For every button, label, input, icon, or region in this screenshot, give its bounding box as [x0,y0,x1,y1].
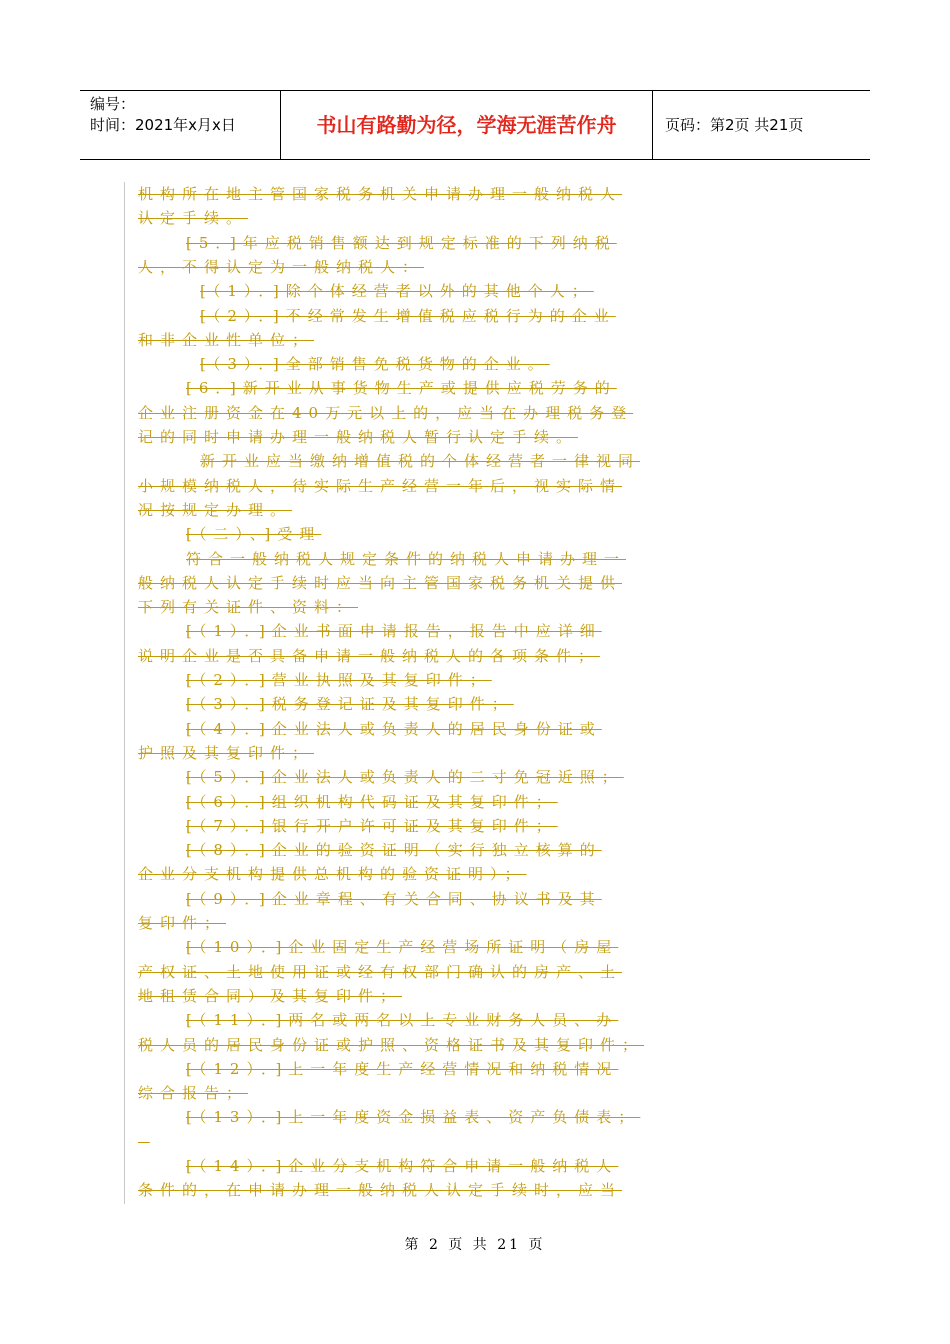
body-line: [（3）．]全部销售免税货物的企业。 [200,355,550,374]
body-line: [（10）．]企业固定生产经营场所证明（房屋 [186,938,619,957]
document-time-label: 时间：2021年x月x日 [90,116,236,134]
body-line: 综合报告； [138,1084,249,1103]
body-line: 般纳税人认定手续时应当向主管国家税务机关提供 [138,573,623,592]
body-line: 下列有关证件、资料： [138,598,359,617]
body-line: [（11）．]两名或两名以上专业财务人员、办 [186,1011,619,1030]
body-line: 复印件； [138,914,227,932]
header-page-info: 页码：第2页 共21页 [665,116,804,134]
body-line: 企业分支机构提供总机构的验资证明）； [138,865,527,884]
body-line: [（4）．]企业法人或负责人的居民身份证或 [186,719,602,738]
body-line: 况按规定办理。 [138,500,293,519]
body-line: 人，不得认定为一般纳税人： [138,257,425,276]
body-line: [（1）．]企业书面申请报告，报告中应详细 [186,622,602,641]
body-line: [（7）．]银行开户许可证及其复印件； [186,816,558,835]
body-line: [（3）．]税务登记证及其复印件； [186,695,514,714]
body-line: 机构所在地主管国家税务机关申请办理一般纳税人 [138,185,623,203]
body-line: [（2）．]不经常发生增值税应税行为的企业 [200,306,616,325]
body-line: 认定手续。 [138,209,249,228]
body-line: 地租赁合同）及其复印件； [138,986,403,1005]
body-line: 小规模纳税人，待实际生产经营一年后，视实际情 [138,476,623,495]
body-line: 和非企业性单位； [138,330,315,349]
body-line: [（8）．]企业的验资证明（实行独立核算的 [186,841,602,860]
body-line: [（12）．]上一年度生产经营情况和纳税情况 [186,1059,619,1078]
document-header [80,90,870,160]
page-footer: 第 2 页 共 21 页 [404,1237,546,1253]
header-motto: 书山有路勤为径，学海无涯苦作舟 [281,91,653,159]
header-meta-cell [80,91,281,159]
body-line: 记的同时申请办理一般纳税人暂行认定手续。 [138,428,579,446]
body-line: [（14）．]企业分支机构符合申请一般纳税人 [186,1157,619,1175]
body-line: 符合一般纳税人规定条件的纳税人申请办理一 [186,549,627,568]
body-line [138,1130,148,1154]
body-line: 护照及其复印件； [138,743,315,762]
body-line: 新开业应当缴纳增值税的个体经营者一律视同 [200,452,641,471]
document-body [124,182,815,1204]
body-line: [（二）、]受理 [186,525,322,544]
body-line: 税人员的居民身份证或护照、资格证书及其复印件； [138,1035,645,1054]
body-line: 企业注册资金在40万元以上的，应当在办理税务登 [138,403,634,422]
body-line: [6．]新开业从事货物生产或提供应税劳务的 [186,379,617,398]
body-line: 产权证、土地使用证或经有权部门确认的房产、土 [138,962,623,981]
body-line: 说明企业是否具备申请一般纳税人的各项条件； [138,646,601,665]
body-line: [（13）．]上一年度资金损益表、资产负债表； [186,1108,641,1127]
body-line: 条件的，在申请办理一般纳税人认定手续时，应当 [138,1181,623,1200]
body-line: [（5）．]企业法人或负责人的二寸免冠近照； [186,768,624,787]
body-line: [（1）．]除个体经营者以外的其他个人； [200,282,594,301]
document-number-label: 编号： [90,95,136,113]
body-line: [（6）．]组织机构代码证及其复印件； [186,792,558,811]
body-line: [（2）．]营业执照及其复印件； [186,671,492,689]
body-line: [5．]年应税销售额达到规定标准的下列纳税 [186,233,617,252]
body-line: [（9）．]企业章程、有关合同、协议书及其 [186,889,602,908]
